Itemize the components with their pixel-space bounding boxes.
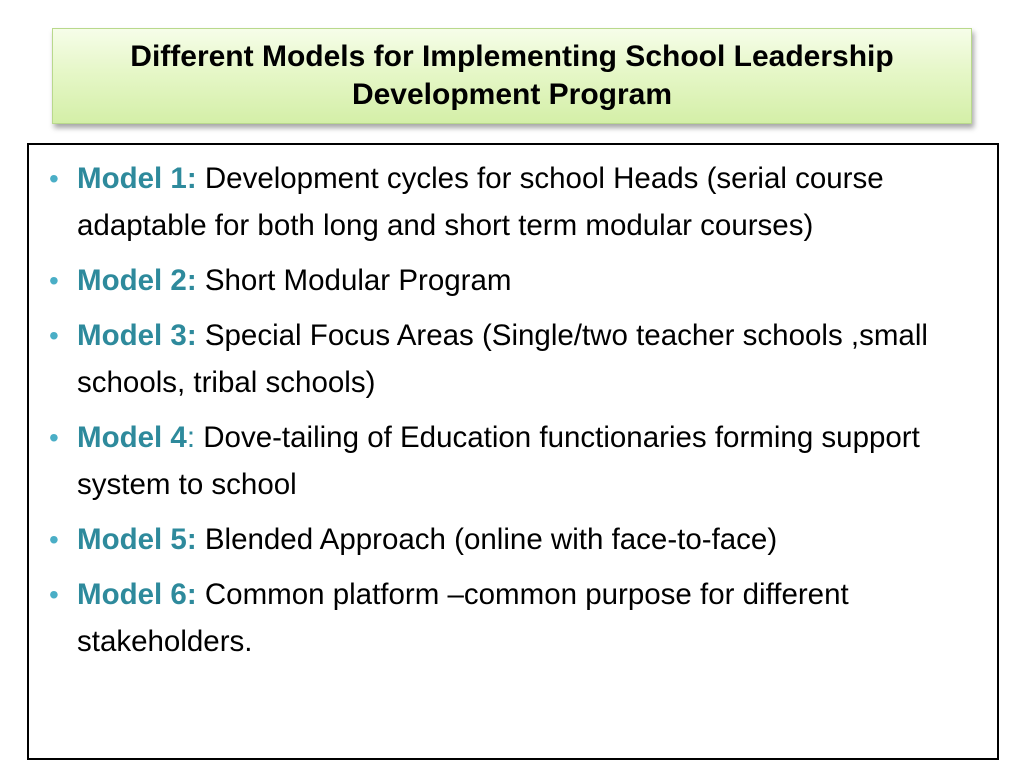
slide-title: Different Models for Implementing School Leadership Development Program bbox=[130, 40, 894, 111]
bullet-icon: • bbox=[49, 422, 59, 453]
model-label-colon: : bbox=[186, 421, 196, 454]
model-label: Model 4 bbox=[77, 421, 187, 454]
list-item-model-2 bbox=[49, 257, 979, 304]
title-box bbox=[52, 28, 972, 124]
list-item-model-1 bbox=[49, 155, 979, 249]
bullet-icon: • bbox=[49, 265, 59, 296]
model-label: Model 5: bbox=[77, 523, 197, 556]
model-label: Model 1: bbox=[77, 162, 197, 195]
model-description: Special Focus Areas (Single/two teacher schools ,small schools, tribal schools) bbox=[77, 319, 928, 399]
model-label: Model 3: bbox=[77, 319, 197, 352]
model-list bbox=[29, 145, 997, 665]
model-label: Model 2: bbox=[77, 264, 197, 297]
bullet-icon: • bbox=[49, 579, 59, 610]
list-item-model-3 bbox=[49, 312, 979, 406]
model-description: Development cycles for school Heads (serial course adaptable for both long and short term modular courses) bbox=[77, 162, 884, 242]
list-item-model-5 bbox=[49, 516, 979, 563]
list-item-model-4 bbox=[49, 414, 979, 508]
content-box bbox=[27, 143, 999, 760]
model-description: Common platform –common purpose for different stakeholders. bbox=[77, 578, 849, 658]
bullet-icon: • bbox=[49, 320, 59, 351]
model-description: Blended Approach (online with face-to-face) bbox=[196, 523, 778, 556]
bullet-icon: • bbox=[49, 524, 59, 555]
list-item-model-6 bbox=[49, 571, 979, 665]
bullet-icon: • bbox=[49, 163, 59, 194]
model-description: Dove-tailing of Education functionaries forming support system to school bbox=[77, 421, 920, 501]
model-label: Model 6: bbox=[77, 578, 197, 611]
model-description: Short Modular Program bbox=[196, 264, 512, 297]
